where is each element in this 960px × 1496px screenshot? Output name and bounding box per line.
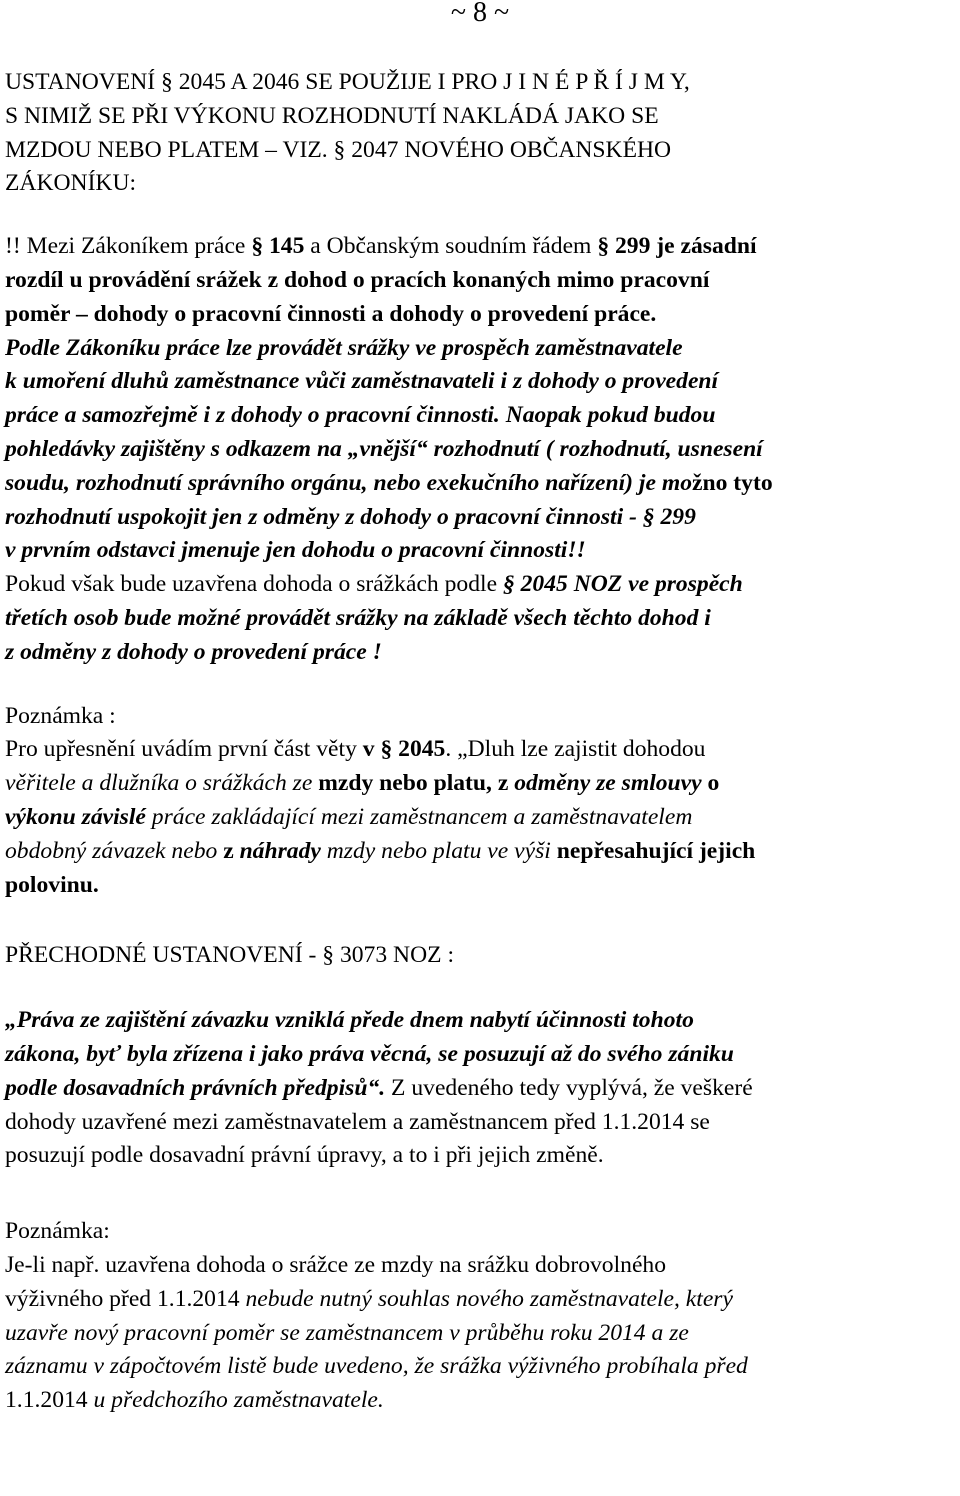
paragraph-deductions [5,230,951,669]
text-line: Je-li např. uzavřena dohoda o srážce ze mzdy na srážku dobrovolného [5,1251,667,1278]
note-label: Poznámka : [5,702,116,729]
text-line: výkonu závislé práce zakládající mezi zaměstnancem a zaměstnavatelem [5,803,693,830]
text-line: posuzují podle dosavadní právní úpravy, a to i při jejich změně. [5,1142,604,1169]
text-line: Pokud však bude uzavřena dohoda o srážkách podle § 2045 NOZ ve prospěch [5,571,743,598]
note-section [5,700,951,903]
transitional-provision-heading: PŘECHODNÉ USTANOVENÍ - § 3073 NOZ : [5,942,454,969]
note-section [5,1215,951,1418]
text-line: 1.1.2014 u předchozího zaměstnavatele. [5,1387,384,1414]
text-line: Podle Zákoníku práce lze provádět srážky ve prospěch zaměstnavatele [5,334,683,361]
text-line: pohledávky zajištěny s odkazem na „vnější“ rozhodnutí ( rozhodnutí, usnesení [5,435,763,462]
note-label: Poznámka: [5,1218,110,1245]
text-line: „Práva ze zajištění závazku vzniklá přede dnem nabytí účinnosti tohoto [5,1007,694,1034]
text-line: dohody uzavřené mezi zaměstnavatelem a zaměstnancem před 1.1.2014 se [5,1108,710,1135]
text-line: uzavře nový pracovní poměr se zaměstnancem v průběhu roku 2014 a ze [5,1319,689,1346]
text-line: Pro upřesnění uvádím první část věty v § 2045. „Dluh lze zajistit dohodou [5,736,706,763]
heading-line: ZÁKONÍKU: [5,170,137,197]
text-line: podle dosavadních právních předpisů“. Z uvedeného tedy vyplývá, že veškeré [5,1074,753,1101]
heading-line: S NIMIŽ SE PŘI VÝKONU ROZHODNUTÍ NAKLÁDÁ JAKO SE [5,102,659,129]
text-line: rozdíl u provádění srážek z dohod o pracích konaných mimo pracovní [5,266,710,293]
transitional-provision [5,1004,951,1173]
text-line: věřitele a dlužníka o srážkách ze mzdy nebo platu, z odměny ze smlouvy o [5,770,720,797]
text-line: k umoření dluhů zaměstnance vůči zaměstnavateli i z dohody o provedení [5,368,719,395]
text-line: !! Mezi Zákoníkem práce § 145 a Občanským soudním řádem § 299 je zásadní [5,233,757,260]
text-line: poměr – dohody o pracovní činnosti a dohody o provedení práce. [5,300,657,327]
text-line: z odměny z dohody o provedení práce ! [5,638,382,665]
page-number: ~ 8 ~ [450,0,510,28]
text-line: výživného před 1.1.2014 nebude nutný souhlas nového zaměstnavatele, který [5,1285,733,1312]
document-body [5,66,951,1418]
text-line: práce a samozřejmě i z dohody o pracovní činnosti. Naopak pokud budou [5,402,716,429]
section-heading [5,66,951,201]
text-line: zákona, byť byla zřízena i jako práva věcná, se posuzují až do svého zániku [5,1040,734,1067]
text-line: rozhodnutí uspokojit jen z odměny z dohody o pracovní činnosti - § 299 [5,503,696,530]
text-line: obdobný závazek nebo z náhrady mzdy nebo platu ve výši nepřesahující jejich [5,837,756,864]
text-line: polovinu. [5,871,99,898]
heading-line: USTANOVENÍ § 2045 A 2046 SE POUŽIJE I PRO J I N É P Ř Í J M Y, [5,69,690,95]
text-line: záznamu v zápočtovém listě bude uvedeno, že srážka výživného probíhala před [5,1353,748,1380]
text-line: v prvním odstavci jmenuje jen dohodu o pracovní činnosti!! [5,537,586,564]
text-line: soudu, rozhodnutí správního orgánu, nebo exekučního nařízení) je možno tyto [5,469,773,496]
text-line: třetích osob bude možné provádět srážky na základě všech těchto dohod i [5,604,711,631]
heading-line: MZDOU NEBO PLATEM – VIZ. § 2047 NOVÉHO OBČANSKÉHO [5,136,672,163]
